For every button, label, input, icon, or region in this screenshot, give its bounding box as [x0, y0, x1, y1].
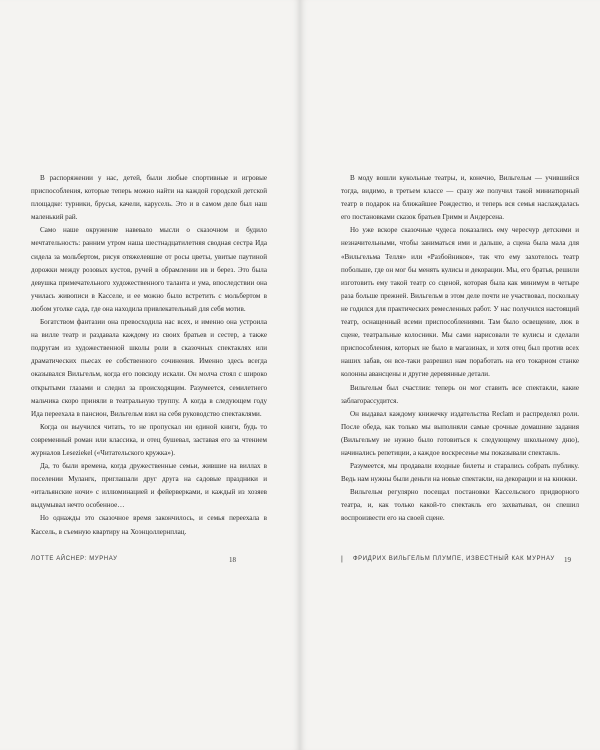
right-page: [300, 0, 600, 750]
paragraph: Разумеется, мы продавали входные билеты и старались собрать публику. Ведь нам нужны были деньги на новые спектакли, на декорации и на книжки.: [341, 462, 579, 484]
paragraph: Когда он выучился читать, то не пропускал ни единой книги, будь то современный роман или классика, и отец бушевал, заставая его за чтением журналов Leseziekel («Читательского кружка»).: [31, 422, 267, 457]
paragraph: Но однажды это сказочное время закончилось, и семья переехала в Кассель, в съемную квартиру на Хоэнцоллернплац.: [31, 514, 267, 536]
left-text-column: [31, 172, 267, 539]
paragraph: Вильгельм регулярно посещал постановки Кассельского придворного театра, и, как только какой-то спектакль его захватывал, он спешил воспроизвести его на своей сцене.: [341, 488, 579, 523]
paragraph: Но уже вскоре сказочные чудеса показались ему чересчур детскими и незначительными, чтобы заниматься ими и дальше, а сцена была мала для «Вильгельма Телля» или «Разбойников», так что ему захотелось театр побольше, где он мог бы менять кулисы и декорации. Мы, его братья, решили изготовить ему такой театр со сценой, которая была как минимум в четыре раза больше прежней. Вильгельм в этом деле почти не участвовал, поскольку не годился для практических ремесленных работ. У нас получился настоящий театр, оснащенный всеми приспособлениями. Там было освещение, люк в сцене, театральные колосники. Мы сами нарисовали те кулисы и сделали приспособления, которых не было в магазинах, и хотя отец был против всех наших забав, он все-таки разрешил нам поработать на его токарном станке колонны авансцены и другие деревянные детали.: [341, 226, 579, 379]
running-head: ФРИДРИХ ВИЛЬГЕЛЬМ ПЛУМПЕ, ИЗВЕСТНЫЙ КАК МУРНАУ: [353, 556, 555, 562]
paragraph: В моду вошли кукольные театры, и, конечно, Вильгельм — учившийся тогда, видимо, в третьем классе — сразу же получил такой миниатюрный театр в подарок на ближайшее Рождество, и теперь вся семья наслаждалась его постановками сказок братьев Гримм и Андерсена.: [341, 174, 579, 222]
paragraph: Богатством фантазии она превосходила нас всех, и именно она устроила на вилле театр и раздавала каждому из своих братьев и сестер, а также подругам из художественной школы роли в сказочных спектаклях или драматических пьесах ее собственного сочинения. Именно здесь всегда оказывался Вильгельм, когда его повсюду искали. Он молча стоял с широко открытыми глазами и следил за происходящим. Разумеется, семилетнего мальчика скоро приняли в театральную труппу. А когда в следующем году Ида переехала в пансион, Вильгельм взял на себя руководство спектаклями.: [31, 318, 267, 418]
running-head: ЛОТТЕ АЙСНЕР: МУРНАУ: [31, 556, 118, 562]
paragraph: Он выдавал каждому книжечку издательства Reclam и распределял роли. После обеда, как только мы выполняли самые срочные домашние задания (Вильгельму не нужно было готовиться к следующему школьному дню), начинались репетиции, а каждое воскресенье мы показывали спектакль.: [341, 409, 579, 457]
page-number: 19: [564, 556, 571, 564]
paragraph: Вильгельм был счастлив: теперь он мог ставить все спектакли, какие заблагорассудится.: [341, 383, 579, 405]
running-head-divider: |: [341, 556, 344, 563]
paragraph: Да, то были времена, когда дружественные семьи, жившие на виллах в поселении Мулангк, приглашали друг друга на садовые праздники и «итальянские ночи» с иллюминацией и фейерверками, и каждый из хозяев выдумывал нечто особенное…: [31, 462, 267, 510]
page-number: 18: [229, 556, 236, 564]
paragraph: Само наше окружение навевало мысли о сказочном и будило мечтательность: ранним утром наша шестнадцатилетняя сводная сестра Ида сидела за мольбертом, рисуя отяжелевшие от росы цветы, увитые паутиной дорожки между розовых кустов, ручей в обрамлении ив и берез. Это была девушка примечательного художественного таланта и ума, впоследствии она училась живописи в Касселе, и ее можно было встретить с мольбертом в любом уголке сада, где она находила привлекательный для себя мотив.: [31, 226, 267, 313]
paragraph: В распоряжении у нас, детей, были любые спортивные и игровые приспособления, которые теперь можно найти на каждой городской детской площадке: турники, брусья, качели, карусель. Это и в самом деле был наш маленький рай.: [31, 174, 267, 222]
right-text-column: [341, 172, 579, 526]
